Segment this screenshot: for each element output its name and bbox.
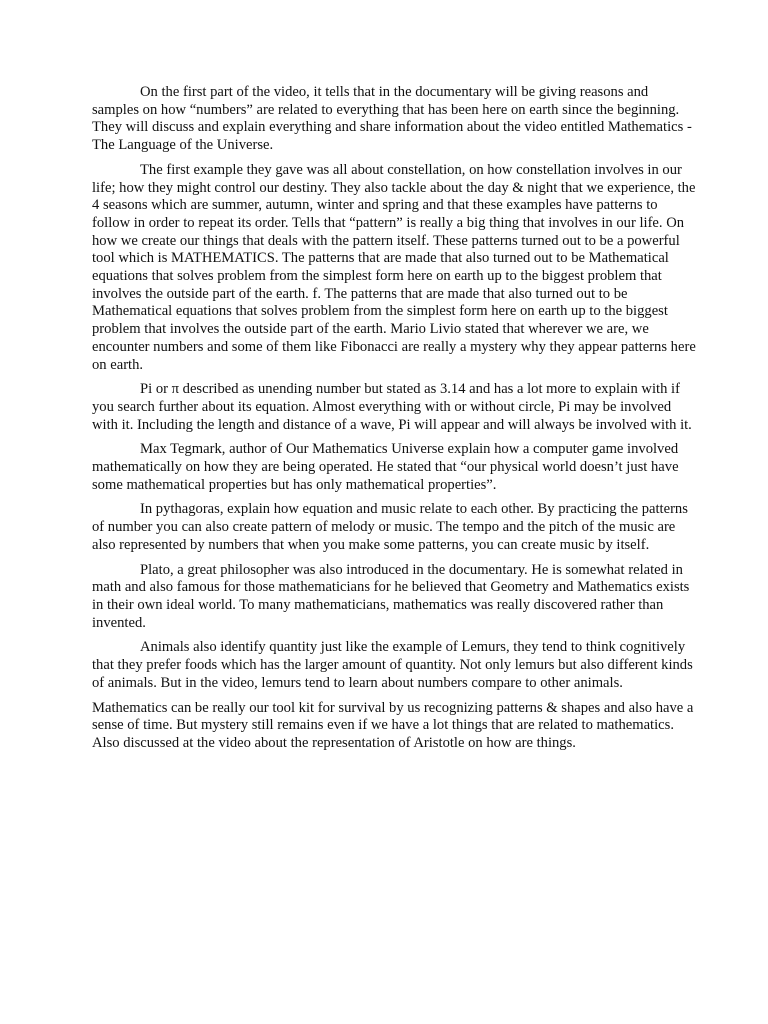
paragraph-plato: Plato, a great philosopher was also introduced in the documentary. He is somewhat related in math and also famous for those mathematicians for he believed that Geometry and Mathematics exists in their own ideal world. To many mathematicians, mathematics was really discovered rather than invented. <box>92 561 690 631</box>
paragraph-pythagoras-music: In pythagoras, explain how equation and music relate to each other. By practicing the patterns of number you can also create pattern of melody or music. The tempo and the pitch of the music are also represented by numbers that when you make some patterns, you can create music by itself. <box>92 501 688 553</box>
paragraph-pi: Pi or π described as unending number but stated as 3.14 and has a lot more to explain with if you search further about its equation. Almost everything with or without circle, Pi may be involved with it. Including the length and distance of a wave, Pi will appear and will always be involved with it. <box>92 381 692 433</box>
paragraph-constellation-patterns: The first example they gave was all about constellation, on how constellation involves in our life; how they might control our destiny. They also tackle about the day & night that we experience, the 4 seasons which are summer, autumn, winter and spring and that these examples have patterns to follow in order to repeat its order. Tells that “pattern” is really a big thing that involves in our life. On how we create our things that deals with the pattern itself. These patterns turned out to be a powerful tool which is MATHEMATICS. The patterns that are made that also turned out to be Mathematical equations that solves problem from the simplest form here on earth up to the biggest problem that involves the outside part of the earth. f. The patterns that are made that also turned out to be Mathematical equations that solves problem from the simplest form here on earth up to the biggest problem that involves the outside part of the earth. Mario Livio stated that wherever we are, we encounter numbers and some of them like Fibonacci are really a mystery why they appear patterns here on earth. <box>92 161 696 373</box>
paragraph-animals-lemurs: Animals also identify quantity just like the example of Lemurs, they tend to think cognitively that they prefer foods which has the larger amount of quantity. Not only lemurs but also different kinds of animals. But in the video, lemurs tend to learn about numbers compare to other animals. <box>92 639 693 691</box>
paragraph-introduction: On the first part of the video, it tells that in the documentary will be giving reasons and samples on how “numbers” are related to everything that has been here on earth since the beginning. They will discuss and explain everything and share information about the video entitled Mathematics - The Language of the Universe. <box>92 84 692 154</box>
paragraph-max-tegmark: Max Tegmark, author of Our Mathematics Universe explain how a computer game involved mathematically on how they are being operated. He stated that “our physical world doesn’t just have some mathematical properties but has only mathematical properties”. <box>92 441 679 493</box>
paragraph-conclusion: Mathematics can be really our tool kit for survival by us recognizing patterns & shapes and also have a sense of time. But mystery still remains even if we have a lot things that are related to mathematics. Also discussed at the video about the representation of Aristotle on how are things. <box>92 699 694 751</box>
